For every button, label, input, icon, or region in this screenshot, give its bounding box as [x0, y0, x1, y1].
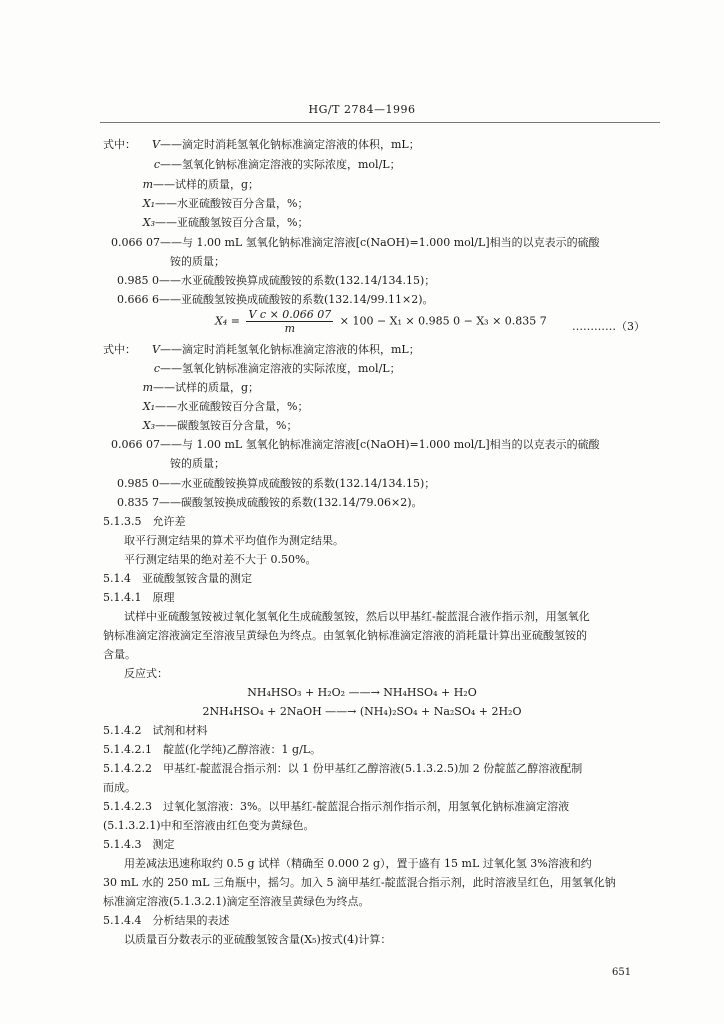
para-5144-1: 以质量百分数表示的亚硫酸氢铵含量(X₅)按式(4)计算： — [124, 933, 392, 946]
def-1-c: c——氢氧化钠标准滴定溶液的实际浓度，mol/L； — [153, 158, 401, 171]
para-5143-2: 30 mL 水的 250 mL 三角瓶中，摇匀。加入 5 滴甲基红-靛蓝混合指示剂，此时溶液呈红色，用氢氧化钠 — [103, 876, 616, 889]
def-1-m: m——试样的质量，g； — [142, 178, 260, 191]
para-5141-2: 钠标准滴定溶液滴定至溶液呈黄绿色为终点。由氢氧化钠标准滴定溶液的消耗量计算出亚硫酸氢铵的 — [103, 629, 587, 642]
equation-2: 2NH₄HSO₄ + 2NaOH ——→ (NH₄)₂SO₄ + Na₂SO₄ + 2H₂O — [202, 705, 522, 718]
para-5135-1: 取平行测定结果的算术平均值作为测定结果。 — [124, 534, 344, 547]
heading-5141: 5.1.4.1 原理 — [103, 591, 175, 604]
heading-5144: 5.1.4.4 分析结果的表述 — [103, 914, 230, 927]
def-2-m: m——试样的质量，g； — [142, 381, 260, 394]
where-label-1: 式中： — [103, 138, 136, 151]
item-51423-1: 5.1.4.2.3 过氧化氢溶液：3%。以甲基红-靛蓝混合指示剂作指示剂，用氢氧化钠标准滴定溶液 — [103, 800, 570, 813]
def-2-constant: 0.066 07——与 1.00 mL 氢氧化钠标准滴定溶液[c(NaOH)=1.000 mol/L]相当的以克表示的硫酸 — [111, 438, 600, 451]
para-5135-2: 平行测定结果的绝对差不大于 0.50%。 — [124, 553, 317, 566]
def-2-c: c——氢氧化钠标准滴定溶液的实际浓度，mol/L； — [153, 362, 401, 375]
def-1-coef-b: 0.666 6——亚硫酸氢铵换成硫酸铵的系数(132.14/99.11×2)。 — [117, 293, 434, 306]
item-51422-1: 5.1.4.2.2 甲基红-靛蓝混合指示剂：以 1 份甲基红乙醇溶液(5.1.3.2.5)加 2 份靛蓝乙醇溶液配制 — [103, 762, 583, 775]
page-header: HG/T 2784—1996 — [308, 103, 416, 116]
def-2-coef-a: 0.985 0——水亚硫酸铵换算成硫酸铵的系数(132.14/134.15)； — [117, 477, 436, 490]
formula-3: X₄ = $\frac{\text{V c × 0.066 07}}{m}$ × 100 − X₁ × 0.985 0 − X₃ × 0.835 7 — [215, 308, 547, 335]
para-5143-1: 用差减法迅速称取约 0.5 g 试样（精确至 0.000 2 g），置于盛有 15 mL 过氧化氢 3%溶液和约 — [124, 857, 592, 870]
def-1-v: V——滴定时消耗氢氧化钠标准滴定溶液的体积，mL； — [152, 138, 420, 151]
reaction-label: 反应式： — [124, 667, 168, 680]
def-1-x1: X₁——水亚硫酸铵百分含量，%； — [142, 197, 309, 210]
heading-5135: 5.1.3.5 允许差 — [103, 515, 186, 528]
formula-3-fraction: $\frac{\text{V c × 0.066 07}}{m}$ — [248, 308, 332, 335]
equation-1: NH₄HSO₃ + H₂O₂ ——→ NH₄HSO₄ + H₂O — [247, 686, 477, 699]
def-1-coef-a: 0.985 0——水亚硫酸铵换算成硫酸铵的系数(132.14/134.15)； — [117, 274, 436, 287]
where-label-2: 式中： — [103, 343, 136, 356]
para-5141-3: 含量。 — [103, 648, 136, 661]
item-51423-2: (5.1.3.2.1)中和至溶液由红色变为黄绿色。 — [103, 819, 315, 832]
heading-5143: 5.1.4.3 测定 — [103, 838, 175, 851]
def-2-v: V——滴定时消耗氢氧化钠标准滴定溶液的体积，mL； — [152, 343, 420, 356]
item-51421: 5.1.4.2.1 靛蓝(化学纯)乙醇溶液：1 g/L。 — [103, 743, 322, 756]
page-number: 651 — [612, 967, 632, 978]
def-2-x1: X₁——水亚硫酸铵百分含量，%； — [142, 400, 309, 413]
def-2-coef-b: 0.835 7——碳酸氢铵换成硫酸铵的系数(132.14/79.06×2)。 — [117, 496, 423, 509]
def-1-x3: X₃——亚硫酸氢铵百分含量，%； — [142, 216, 309, 229]
heading-5142: 5.1.4.2 试剂和材料 — [103, 724, 208, 737]
def-2-constant-cont: 铵的质量； — [170, 457, 225, 470]
header-rule — [100, 122, 660, 123]
def-2-x3: X₃——碳酸氢铵百分含量，%； — [142, 419, 298, 432]
para-5141-1: 试样中亚硫酸氢铵被过氧化氢氧化生成硫酸氢铵，然后以甲基红-靛蓝混合液作指示剂，用氢氧化 — [124, 610, 590, 623]
heading-514: 5.1.4 亚硫酸氢铵含量的测定 — [103, 572, 252, 585]
formula-3-tag: …………（3） — [572, 320, 645, 333]
def-1-constant-cont: 铵的质量； — [170, 255, 225, 268]
def-1-constant: 0.066 07——与 1.00 mL 氢氧化钠标准滴定溶液[c(NaOH)=1.000 mol/L]相当的以克表示的硫酸 — [111, 236, 600, 249]
para-5143-3: 标准滴定溶液(5.1.3.2.1)滴定至溶液呈黄绿色为终点。 — [103, 895, 370, 908]
item-51422-2: 而成。 — [103, 781, 136, 794]
